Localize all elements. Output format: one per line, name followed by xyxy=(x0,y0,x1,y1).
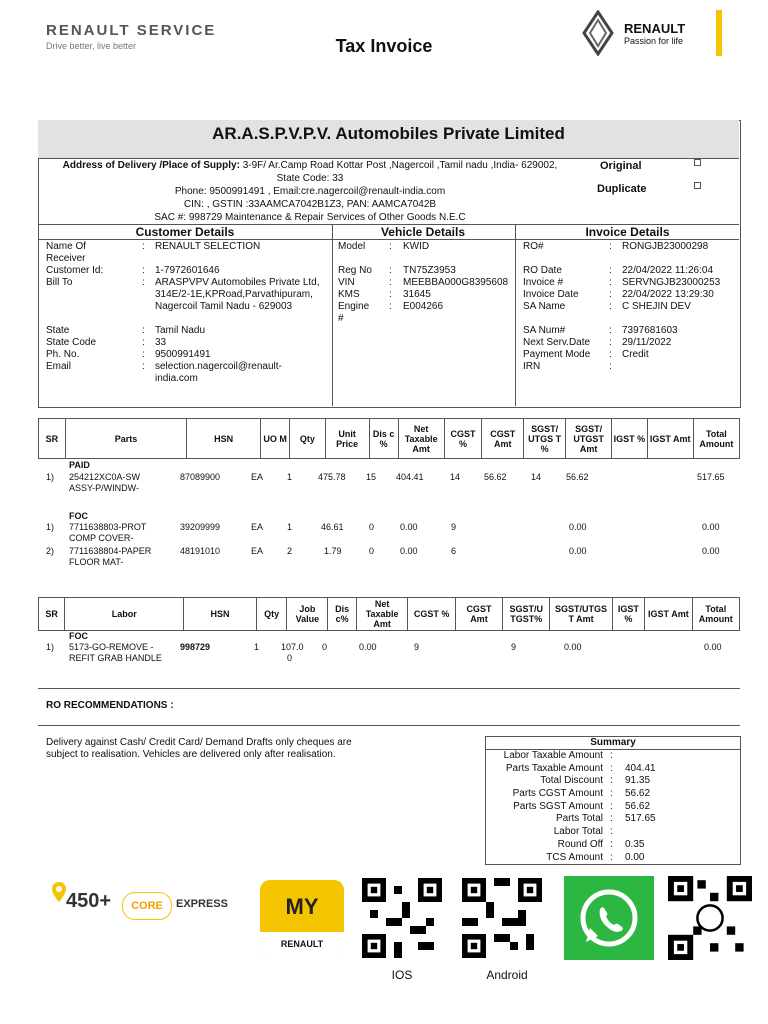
brand-tagline: Passion for life xyxy=(624,35,684,46)
company-name: AR.A.S.P.V.P.V. Automobiles Private Limited xyxy=(38,120,739,159)
ios-qr-code[interactable] xyxy=(362,878,442,958)
android-label: Android xyxy=(486,968,528,982)
android-qr-code[interactable] xyxy=(462,878,542,958)
summary-title: Summary xyxy=(486,737,740,750)
whatsapp-phone-icon xyxy=(564,876,654,960)
badge-450: 450+ xyxy=(66,890,112,912)
whatsapp-qr-code[interactable] xyxy=(668,876,752,960)
brand-service-text: RENAULT SERVICE xyxy=(46,22,217,39)
delivery-note: Delivery against Cash/ Credit Card/ Demand Drafts only cheques are subject to realisation. Vehicles are delivered only after realisation. xyxy=(46,737,352,760)
divider xyxy=(38,688,740,689)
summary-row: Parts Taxable Amount : 404.41 xyxy=(505,762,656,774)
summary-box xyxy=(485,736,741,865)
badge-express: EXPRESS xyxy=(176,898,228,910)
ios-label: IOS xyxy=(391,968,413,982)
labor-group-foc: FOC xyxy=(69,631,88,641)
vehicle-details: Model : KWID Reg No : TN75Z3953 VIN : MEEBBA000G8395608 KMS : 31645 Engine # : E004266 xyxy=(338,241,509,324)
customer-id: 1-7972601646 xyxy=(155,265,220,276)
company-address: Address of Delivery /Place of Supply: 3-9F/ Ar.Camp Road Kottar Post ,Nagercoil ,Tamil nadu ,India- 629002, State Code: 33 Phone: 9500991491 , Email:cre.nagercoil@renault-india.com CIN: , GSTIN :33AAMCA7042B1Z3, PAN: AAMCA7042B SAC #: 998729 Maintenance & Repair Services of Other Goods N.E.C xyxy=(62,160,558,223)
summary-row: Parts SGST Amount : 56.62 xyxy=(513,800,651,812)
renault-logo xyxy=(580,10,685,56)
parts-table-header: SR Parts HSN UO M Qty Unit Price Dis c % Net Taxable Amt CGST % CGST Amt SGST/ UTGS T % SGST/ UTGST Amt IGST % IGST Amt Total Amount xyxy=(38,418,740,459)
group-paid: PAID xyxy=(69,460,90,470)
summary-row: Total Discount : 91.35 xyxy=(540,775,651,787)
vehicle-details-title: Vehicle Details xyxy=(380,225,466,239)
my-renault-app-icon[interactable]: MY RENAULT xyxy=(260,880,344,956)
duplicate-checkbox[interactable] xyxy=(694,182,701,189)
receiver-name: RENAULT SELECTION xyxy=(155,241,261,252)
summary-row: Labor Taxable Amount : xyxy=(503,750,613,761)
summary-row: Labor Total : xyxy=(553,826,613,838)
original-label: Original xyxy=(600,160,642,172)
customer-details-title: Customer Details xyxy=(135,225,235,239)
original-checkbox[interactable] xyxy=(694,159,701,166)
summary-row: Parts Total : 517.65 xyxy=(555,813,656,825)
customer-details: Name Of Receiver : RENAULT SELECTION Customer Id: : 1-7972601646 Bill To : ARASPVPV Automobiles Private Ltd, 314E/2-1E,KPRoad,Parvathipuram, Nagercoil Tamil Nadu - 629003 State : Tamil Nadu State Code : 33 Ph. No. : 9500991491 Email : selection.nagercoil@renault- india.com xyxy=(46,241,320,384)
brand-service-tagline: Drive better, live better xyxy=(46,41,137,51)
labor-table-header: SR Labor HSN Qty Job Value Dis c% Net Taxable Amt CGST % CGST Amt SGST/U TGST% SGST/UTGS T Amt IGST % IGST Amt Total Amount xyxy=(38,597,740,631)
summary-row: Parts CGST Amount : 56.62 xyxy=(512,788,651,800)
invoice-details: RO# : RONGJB23000298 RO Date : 22/04/2022 11:26:04 Invoice # : SERVNGJB23000253 Invoice Date : 22/04/2022 13:29:30 SA Name : C SHEJIN DEV SA Num# : 7397681603 Next Serv.Date : 29/11/2022 Payment Mode : Credit IRN : xyxy=(523,241,721,372)
location-pin-icon xyxy=(52,882,66,902)
brand-name: RENAULT xyxy=(624,20,686,36)
renault-diamond-icon xyxy=(580,10,616,56)
divider xyxy=(38,725,740,726)
duplicate-label: Duplicate xyxy=(597,183,647,195)
page-title: Tax Invoice xyxy=(335,36,433,56)
divider xyxy=(332,224,333,406)
brand-accent-bar xyxy=(716,10,722,56)
whatsapp-icon[interactable] xyxy=(564,876,654,960)
service-badges xyxy=(52,882,232,942)
divider xyxy=(515,224,516,406)
summary-row: Round Off : 0.35 xyxy=(557,838,645,850)
group-foc: FOC xyxy=(69,511,88,521)
summary-row: TCS Amount : 0.00 xyxy=(546,851,645,863)
invoice-details-title: Invoice Details xyxy=(585,225,670,239)
badge-core: CORE xyxy=(122,892,172,920)
ro-recommendations: RO RECOMMENDATIONS : xyxy=(46,700,174,711)
